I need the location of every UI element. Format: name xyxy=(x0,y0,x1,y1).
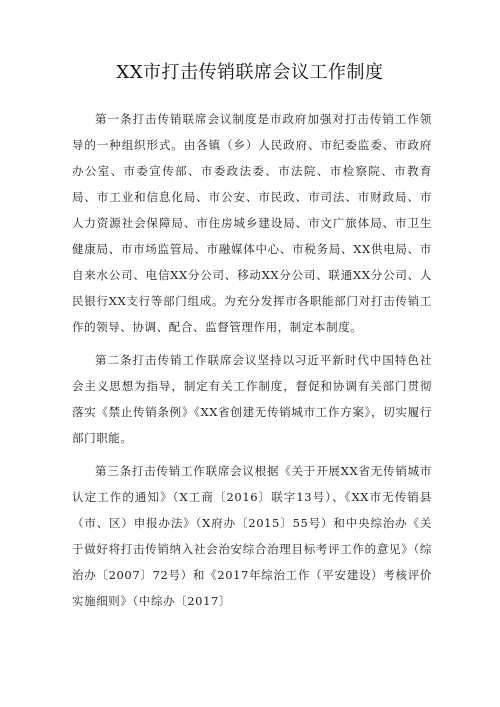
document-body xyxy=(72,106,432,621)
document-title: XX市打击传销联席会议工作制度 xyxy=(116,62,384,83)
article-1-paragraph: 第一条打击传销联席会议制度是市政府加强对打击传销工作领导的一种组织形式。由各镇（乡）人民政府、市纪委监委、市政府办公室、市委宣传部、市委政法委、市法院、市检察院、市教育局、市工业和信息化局、市公安、市民政、市司法、市财政局、市人力资源社会保障局、市住房城乡建设局、市文广旅体局、市卫生健康局、市市场监管局、市融媒体中心、市税务局、XX供电局、市自来水公司、电信XX分公司、移动XX分公司、联通XX分公司、人民银行XX支行等部门组成。为充分发挥市各职能部门对打击传销工作的领导、协调、配合、监督管理作用，制定本制度。 xyxy=(72,112,432,334)
article-3-paragraph: 第三条打击传销工作联席会议根据《关于开展XX省无传销城市认定工作的通知》（X工商〔2016〕联字13号）、《XX市无传销县（市、区）申报办法》（X府办〔2015〕55号）和中央综治办《关于做好将打击传销纳入社会治安综合治理目标考评工作的意见》（综治办〔2007〕72号）和《2017年综治工作（平安建设）考核评价实施细则》（中综办〔2017〕 xyxy=(72,464,432,608)
article-2-paragraph: 第二条打击传销工作联席会议坚持以习近平新时代中国特色社会主义思想为指导，制定有关工作制度，督促和协调有关部门贯彻落实《禁止传销条例》《XX省创建无传销城市工作方案》，切实履行部门职能。 xyxy=(72,353,432,445)
